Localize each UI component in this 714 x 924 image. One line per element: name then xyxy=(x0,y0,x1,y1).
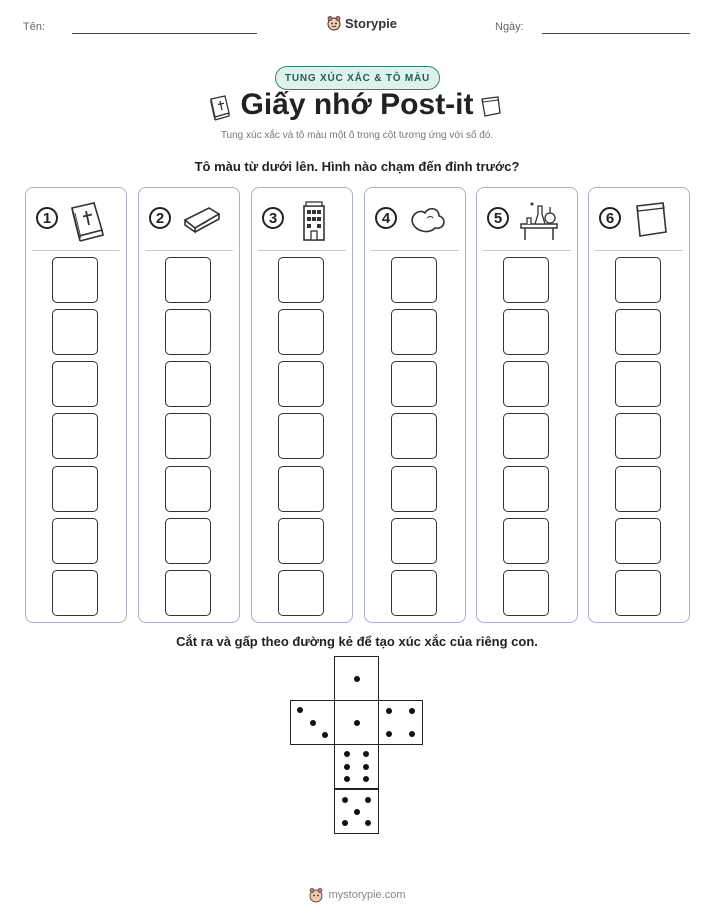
name-label: Tên: xyxy=(23,21,46,33)
color-box[interactable] xyxy=(391,361,437,407)
dice-pip xyxy=(386,708,392,714)
color-box[interactable] xyxy=(503,361,549,407)
color-box[interactable] xyxy=(503,413,549,459)
color-box[interactable] xyxy=(503,257,549,303)
dice-pip xyxy=(297,707,303,713)
color-box[interactable] xyxy=(503,570,549,616)
color-box[interactable] xyxy=(615,309,661,355)
color-box[interactable] xyxy=(391,413,437,459)
subtitle: Tung xúc xắc và tô màu một ô trong cột tương ứng với số đó. xyxy=(220,130,494,141)
color-box[interactable] xyxy=(165,361,211,407)
dice-face-4 xyxy=(378,700,423,745)
column-divider xyxy=(483,250,571,251)
dice-face-3 xyxy=(290,700,335,745)
color-box[interactable] xyxy=(615,413,661,459)
dice-pip xyxy=(344,776,350,782)
blob-icon xyxy=(405,198,449,242)
column-divider xyxy=(258,250,346,251)
color-box[interactable] xyxy=(52,309,98,355)
dice-pip xyxy=(354,676,360,682)
instruction-bottom: Cắt ra và gấp theo đường kẻ để tạo xúc xắc của riêng con. xyxy=(176,634,538,649)
column-number: 5 xyxy=(487,207,509,229)
column-divider xyxy=(595,250,683,251)
storypie-logo-icon xyxy=(308,887,324,903)
color-box[interactable] xyxy=(165,466,211,512)
column-number: 3 xyxy=(262,207,284,229)
color-box[interactable] xyxy=(165,570,211,616)
color-box[interactable] xyxy=(391,518,437,564)
dice-pip xyxy=(310,720,316,726)
footer xyxy=(0,887,714,903)
dice-pip xyxy=(409,731,415,737)
color-box[interactable] xyxy=(278,518,324,564)
brand-logo xyxy=(326,15,397,31)
dice-pip xyxy=(365,820,371,826)
color-box[interactable] xyxy=(391,570,437,616)
color-box[interactable] xyxy=(615,518,661,564)
color-box[interactable] xyxy=(615,466,661,512)
date-line[interactable] xyxy=(542,33,690,34)
color-box[interactable] xyxy=(503,518,549,564)
dice-face-1 xyxy=(334,700,379,745)
dice-pip xyxy=(365,797,371,803)
storypie-logo-icon xyxy=(326,15,342,31)
color-box[interactable] xyxy=(52,570,98,616)
dice-pip xyxy=(386,731,392,737)
name-line[interactable] xyxy=(72,33,257,34)
color-box[interactable] xyxy=(503,466,549,512)
page-title: Giấy nhớ Post-it xyxy=(240,88,474,121)
color-box[interactable] xyxy=(165,413,211,459)
dice-column-1 xyxy=(25,187,127,623)
dice-face-1 xyxy=(334,656,379,701)
color-box[interactable] xyxy=(278,570,324,616)
activity-badge: TUNG XÚC XẮC & TÔ MÀU xyxy=(275,66,440,90)
dice-column-3 xyxy=(251,187,353,623)
color-box[interactable] xyxy=(391,257,437,303)
building-icon xyxy=(292,198,336,242)
dice-face-6 xyxy=(334,744,379,789)
color-box[interactable] xyxy=(278,361,324,407)
color-box[interactable] xyxy=(615,570,661,616)
column-number: 6 xyxy=(599,207,621,229)
dice-pip xyxy=(322,732,328,738)
dice-pip xyxy=(363,751,369,757)
footer-url[interactable]: mystorypie.com xyxy=(328,889,406,901)
dice-face-5 xyxy=(334,789,379,834)
color-box[interactable] xyxy=(391,466,437,512)
dice-column-6 xyxy=(588,187,690,623)
dice-pip xyxy=(344,764,350,770)
lab-table-icon xyxy=(517,198,561,242)
column-number: 2 xyxy=(149,207,171,229)
color-box[interactable] xyxy=(52,361,98,407)
color-box[interactable] xyxy=(278,466,324,512)
date-label: Ngày: xyxy=(495,21,524,33)
dice-column-2 xyxy=(138,187,240,623)
dice-column-4 xyxy=(364,187,466,623)
dice-pip xyxy=(363,776,369,782)
column-divider xyxy=(145,250,233,251)
color-box[interactable] xyxy=(391,309,437,355)
color-box[interactable] xyxy=(615,361,661,407)
dice-column-5 xyxy=(476,187,578,623)
dice-pip xyxy=(354,809,360,815)
dice-pip xyxy=(409,708,415,714)
sticky-note-icon xyxy=(629,198,673,242)
color-box[interactable] xyxy=(165,309,211,355)
brand-name: Storypie xyxy=(345,15,398,31)
dice-pip xyxy=(363,764,369,770)
color-box[interactable] xyxy=(278,413,324,459)
dice-pip xyxy=(344,751,350,757)
color-box[interactable] xyxy=(615,257,661,303)
sticky-note-icon xyxy=(479,95,503,119)
color-box[interactable] xyxy=(165,257,211,303)
column-divider xyxy=(371,250,459,251)
instruction-top: Tô màu từ dưới lên. Hình nào chạm đến đỉnh trước? xyxy=(194,159,520,174)
column-number: 4 xyxy=(375,207,397,229)
column-number: 1 xyxy=(36,207,58,229)
color-box[interactable] xyxy=(503,309,549,355)
color-box[interactable] xyxy=(52,257,98,303)
bible-icon xyxy=(66,198,110,242)
dice-pip xyxy=(342,797,348,803)
dice-pip xyxy=(342,820,348,826)
eraser-icon xyxy=(179,198,223,242)
color-box[interactable] xyxy=(52,413,98,459)
color-box[interactable] xyxy=(278,309,324,355)
column-divider xyxy=(32,250,120,251)
color-box[interactable] xyxy=(165,518,211,564)
color-box[interactable] xyxy=(52,466,98,512)
color-box[interactable] xyxy=(52,518,98,564)
color-box[interactable] xyxy=(278,257,324,303)
dice-pip xyxy=(354,720,360,726)
